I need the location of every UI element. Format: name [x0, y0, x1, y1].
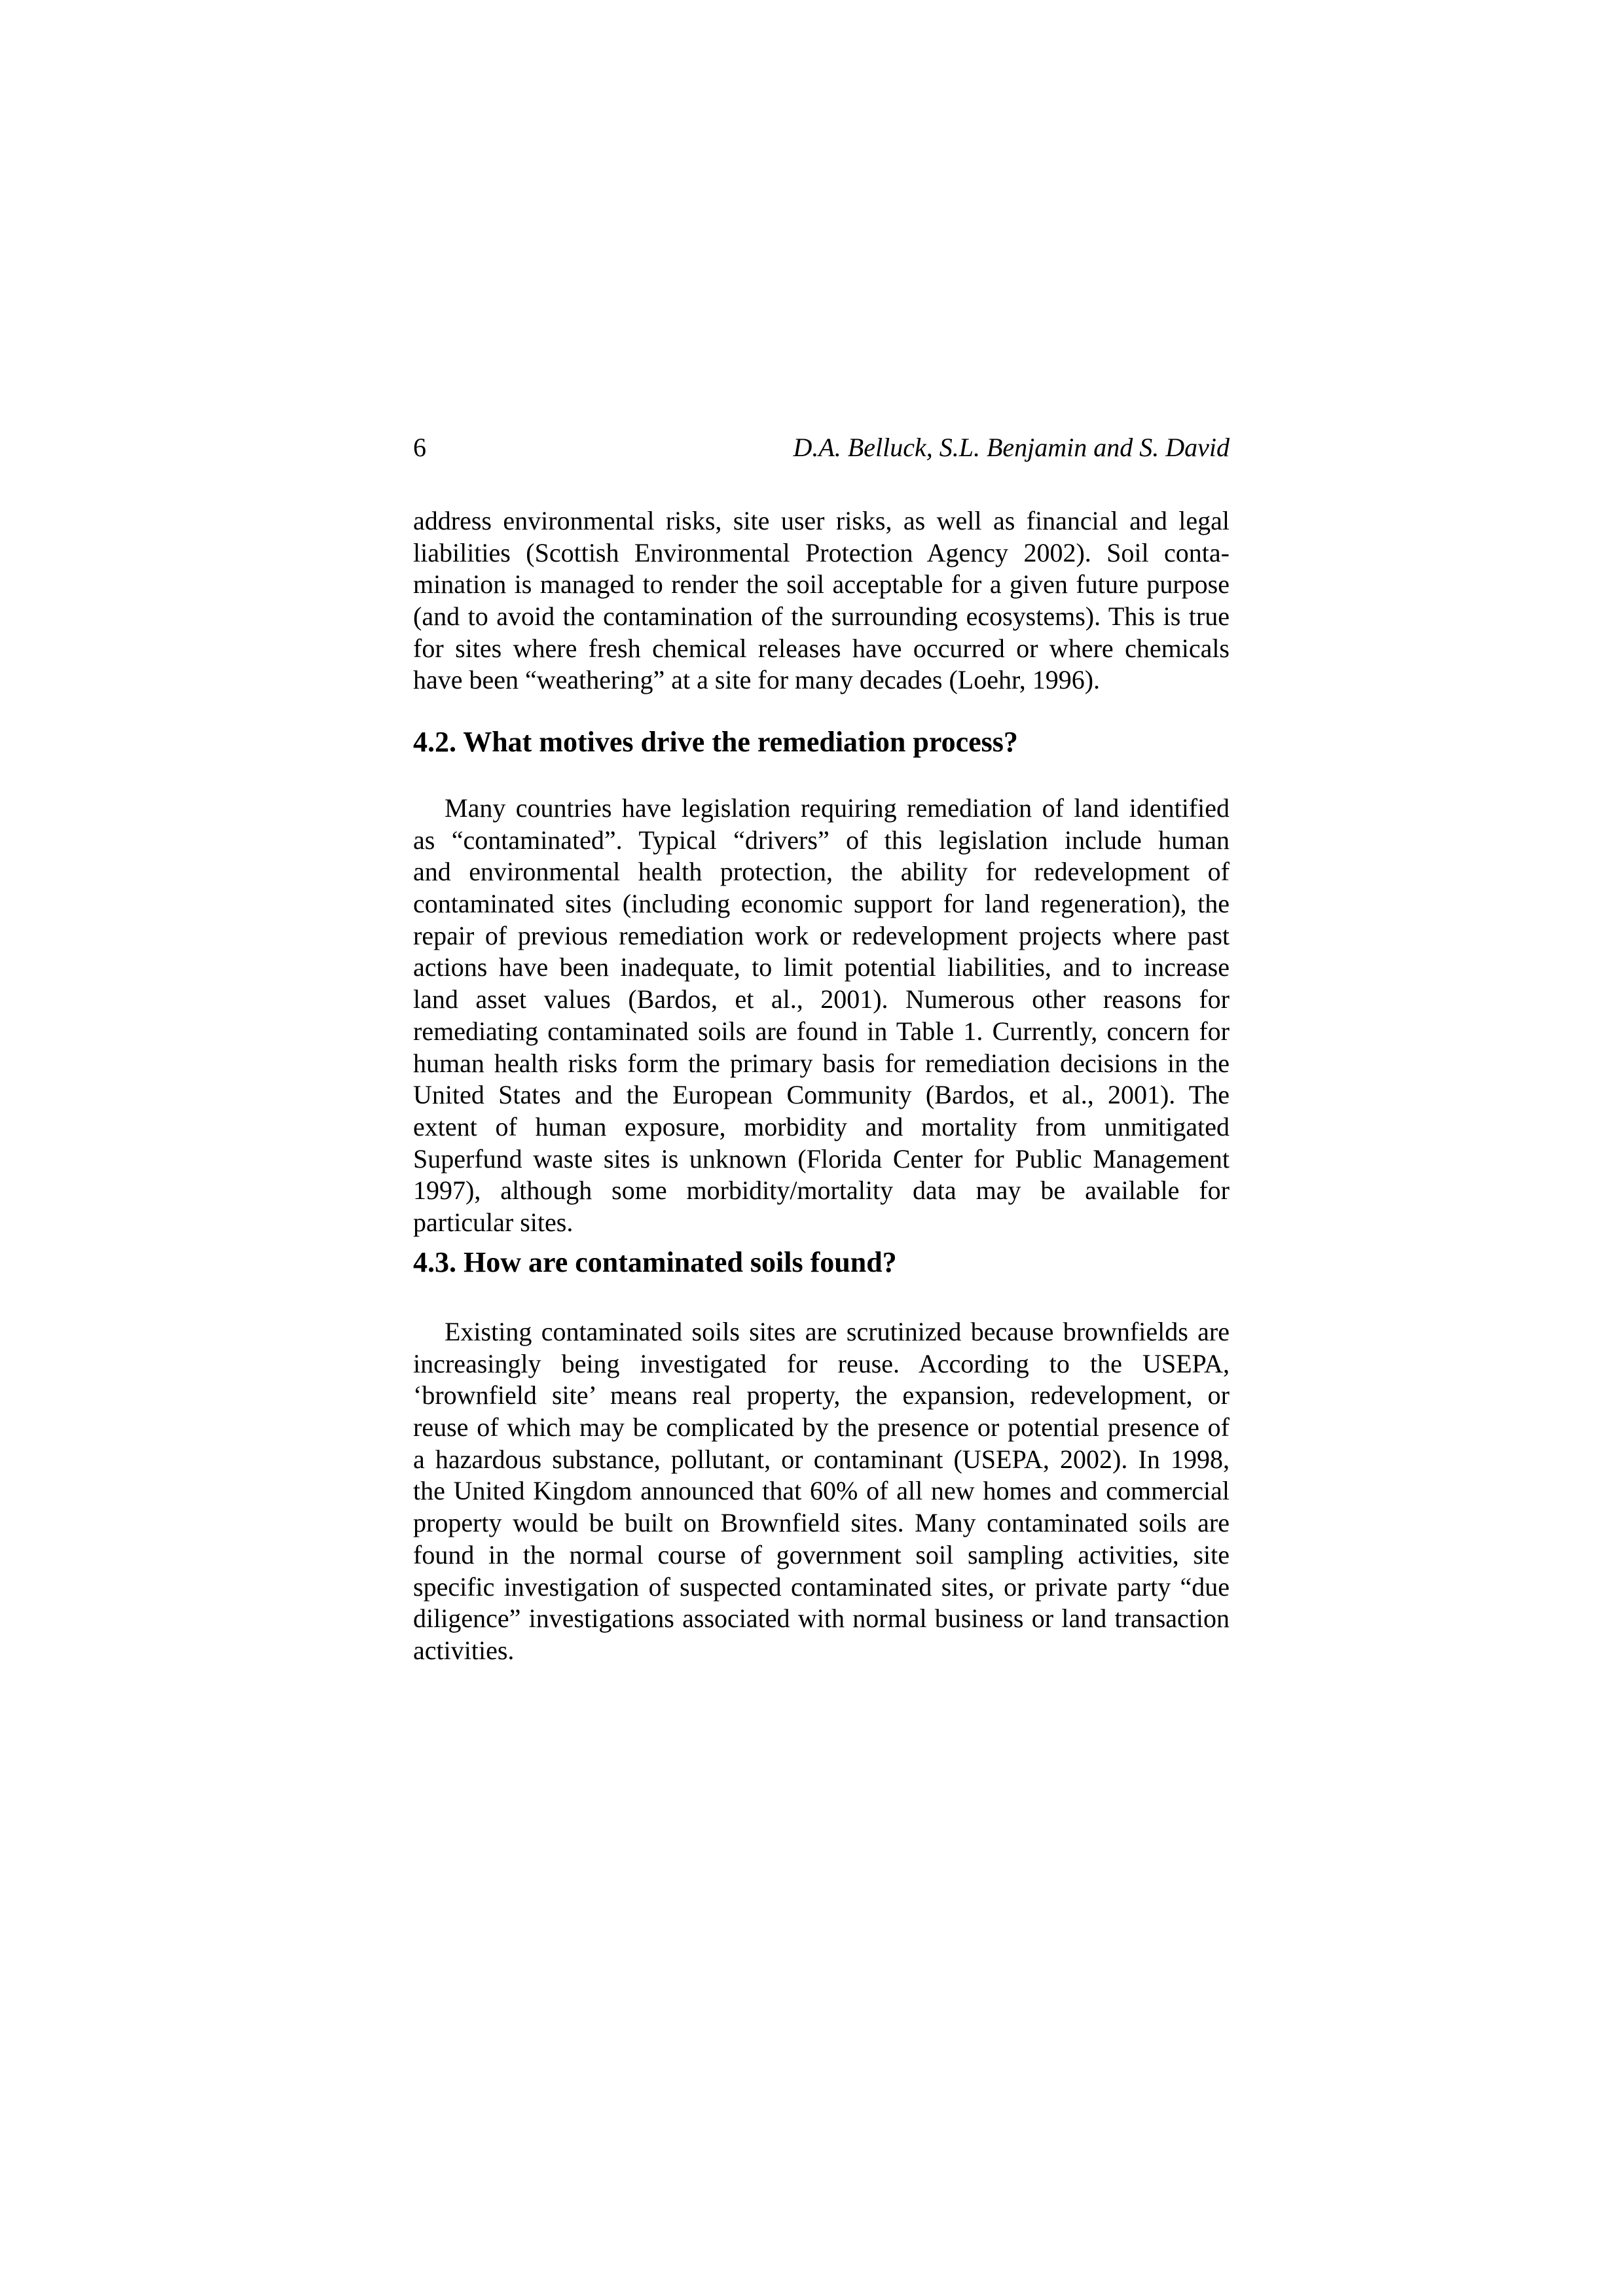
text-line: and environmental health protection, the ability for redevelopment of — [413, 857, 1230, 887]
text-line: remediating contaminated soils are found in Table 1. Currently, concern for — [413, 1016, 1230, 1046]
text-line: have been “weathering” at a site for many decades (Loehr, 1996). — [413, 665, 1101, 695]
text-line: property would be built on Brownfield sites. Many contaminated soils are — [413, 1508, 1230, 1538]
text-line: address environmental risks, site user risks, as well as financial and legal — [413, 506, 1230, 535]
text-line: Many countries have legislation requiring remediation of land identified — [445, 793, 1230, 823]
text-line: reuse of which may be complicated by the presence or potential presence of — [413, 1412, 1230, 1443]
paragraph-section-4-2 — [413, 793, 1230, 1239]
text-line: actions have been inadequate, to limit potential liabilities, and to increase — [413, 952, 1230, 982]
text-line: Superfund waste sites is unknown (Florida Center for Public Management — [413, 1143, 1230, 1174]
text-line: specific investigation of suspected contaminated sites, or private party “due — [413, 1571, 1230, 1602]
text-line: ‘brownfield site’ means real property, the expansion, redevelopment, or — [413, 1380, 1230, 1410]
text-line: Existing contaminated soils sites are scrutinized because brownfields are — [445, 1317, 1230, 1346]
text-line: particular sites. — [413, 1207, 574, 1237]
text-line: the United Kingdom announced that 60% of all new homes and commercial — [413, 1476, 1230, 1506]
text-line: United States and the European Community (Bardos, et al., 2001). The — [413, 1080, 1230, 1110]
text-line: extent of human exposure, morbidity and mortality from unmitigated — [413, 1111, 1230, 1141]
text-line: diligence” investigations associated with normal business or land transaction — [413, 1604, 1230, 1634]
text-line: land asset values (Bardos, et al., 2001). Numerous other reasons for — [413, 984, 1230, 1014]
text-line: for sites where fresh chemical releases have occurred or where chemicals — [413, 633, 1230, 663]
text-line: human health risks form the primary basis for remediation decisions in the — [413, 1048, 1230, 1078]
text-line: a hazardous substance, pollutant, or contaminant (USEPA, 2002). In 1998, — [413, 1444, 1230, 1474]
text-line: as “contaminated”. Typical “drivers” of this legislation include human — [413, 825, 1230, 855]
section-heading-4-2: 4.2. What motives drive the remediation process? — [413, 726, 1018, 758]
section-heading-4-3: 4.3. How are contaminated soils found? — [413, 1246, 897, 1278]
text-line: found in the normal course of government soil sampling activities, site — [413, 1539, 1230, 1570]
text-line: (and to avoid the contamination of the surrounding ecosystems). This is true — [413, 601, 1230, 632]
text-line: liabilities (Scottish Environmental Protection Agency 2002). Soil conta- — [413, 537, 1230, 567]
running-header — [413, 432, 1230, 463]
text-line: repair of previous remediation work or redevelopment projects where past — [413, 920, 1230, 950]
text-line: activities. — [413, 1635, 515, 1665]
paragraph-intro — [413, 505, 1230, 696]
text-line: increasingly being investigated for reuse. According to the USEPA, — [413, 1348, 1230, 1378]
text-line: contaminated sites (including economic support for land regeneration), the — [413, 889, 1230, 919]
page-number: 6 — [413, 433, 426, 462]
running-header-authors: D.A. Belluck, S.L. Benjamin and S. David — [793, 433, 1230, 462]
text-line: mination is managed to render the soil acceptable for a given future purpose — [413, 569, 1230, 600]
text-line: 1997), although some morbidity/mortality data may be available for — [413, 1175, 1230, 1206]
paragraph-section-4-3 — [413, 1316, 1230, 1667]
